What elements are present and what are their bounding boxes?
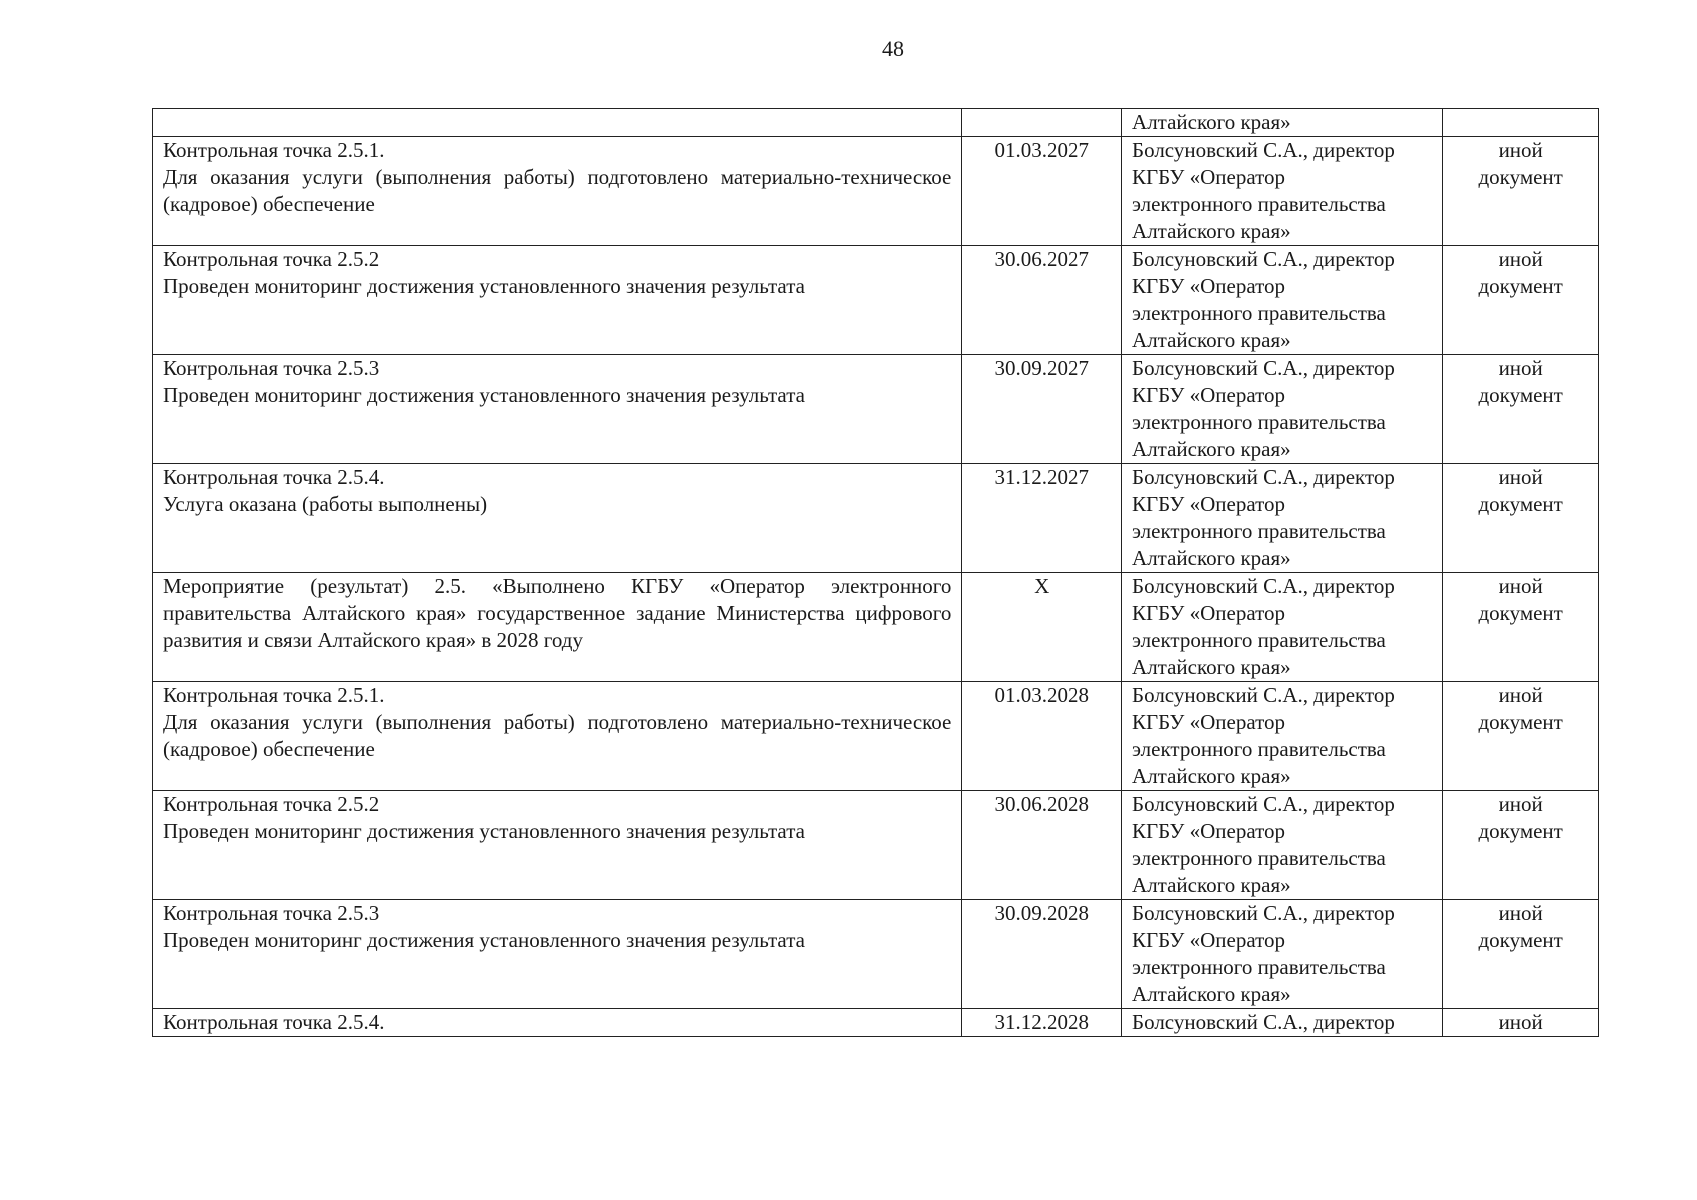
- responsible-line: [1132, 709, 1432, 736]
- date-cell: 30.09.2028: [962, 900, 1122, 1009]
- responsible-line: [1132, 273, 1432, 300]
- table-row: [153, 573, 1599, 682]
- responsible-line: [1132, 164, 1432, 191]
- description-cell: [153, 682, 962, 791]
- document-type: документ: [1478, 928, 1563, 952]
- date-cell: 30.06.2027: [962, 246, 1122, 355]
- responsible-cell: [1122, 682, 1443, 791]
- description-cell: [153, 109, 962, 137]
- row-text: Для оказания услуги (выполнения работы) подготовлено материально-техническое (кадровое) обеспечение: [163, 710, 952, 761]
- row-text: Проведен мониторинг достижения установленного значения результата: [163, 383, 805, 407]
- description-cell: [153, 246, 962, 355]
- responsible-org-name: «Оператор: [1189, 601, 1286, 625]
- table-row: [153, 464, 1599, 573]
- responsible-cell: Алтайского края»: [1122, 109, 1443, 137]
- document-type: иной: [1498, 247, 1543, 271]
- responsible-org: КГБУ: [1132, 710, 1185, 734]
- responsible-org-name: «Оператор: [1189, 165, 1286, 189]
- responsible-cell: [1122, 137, 1443, 246]
- document-type: документ: [1478, 819, 1563, 843]
- responsible-cell: [1122, 355, 1443, 464]
- responsible-line: Алтайского края»: [1132, 437, 1291, 461]
- responsible-line: [1132, 600, 1432, 627]
- document-type: документ: [1478, 492, 1563, 516]
- responsible-line: Алтайского края»: [1132, 982, 1291, 1006]
- responsible-line: Болсуновский С.А., директор: [1132, 574, 1395, 598]
- row-title: Контрольная точка 2.5.1.: [163, 683, 385, 707]
- document-type: иной: [1498, 356, 1543, 380]
- table-row: [153, 355, 1599, 464]
- responsible-org-name: «Оператор: [1189, 928, 1286, 952]
- description-cell: [153, 355, 962, 464]
- table-row: [153, 900, 1599, 1009]
- document-type: иной: [1498, 465, 1543, 489]
- row-title: Контрольная точка 2.5.3: [163, 356, 380, 380]
- description-cell: [153, 137, 962, 246]
- responsible-org: КГБУ: [1132, 165, 1185, 189]
- table-row: [153, 1009, 1599, 1037]
- document-type: иной: [1498, 574, 1543, 598]
- date-cell: 01.03.2028: [962, 682, 1122, 791]
- responsible-cell: [1122, 464, 1443, 573]
- responsible-org: КГБУ: [1132, 383, 1185, 407]
- responsible-line: Алтайского края»: [1132, 873, 1291, 897]
- responsible-line: Болсуновский С.А., директор: [1132, 792, 1395, 816]
- row-text: Проведен мониторинг достижения установленного значения результата: [163, 819, 805, 843]
- responsible-line: Болсуновский С.А., директор: [1132, 683, 1395, 707]
- responsible-line: Болсуновский С.А., директор: [1132, 356, 1395, 380]
- row-text: Мероприятие (результат) 2.5. «Выполнено КГБУ «Оператор электронного правительства Алтайского края» государственное задание Министерства цифрового развития и связи Алтайского края» в 2028 году: [163, 574, 952, 652]
- responsible-line: Алтайского края»: [1132, 328, 1291, 352]
- responsible-org: КГБУ: [1132, 819, 1185, 843]
- responsible-line: Алтайского края»: [1132, 764, 1291, 788]
- description-cell: [153, 900, 962, 1009]
- responsible-line: [1132, 491, 1432, 518]
- responsible-org: КГБУ: [1132, 492, 1185, 516]
- document-cell: [1443, 355, 1599, 464]
- responsible-line: электронного правительства: [1132, 301, 1386, 325]
- document-type: документ: [1478, 274, 1563, 298]
- page-number: 48: [882, 36, 904, 61]
- responsible-org: КГБУ: [1132, 274, 1185, 298]
- document-cell: [1443, 682, 1599, 791]
- date-cell: 01.03.2027: [962, 137, 1122, 246]
- table-row: [153, 246, 1599, 355]
- responsible-line: электронного правительства: [1132, 737, 1386, 761]
- row-text: Для оказания услуги (выполнения работы) подготовлено материально-техническое (кадровое) обеспечение: [163, 165, 952, 216]
- row-text: Услуга оказана (работы выполнены): [163, 492, 488, 516]
- document-type: иной: [1498, 683, 1543, 707]
- responsible-cell: Болсуновский С.А., директор: [1122, 1009, 1443, 1037]
- responsible-cell: [1122, 573, 1443, 682]
- document-type: иной: [1498, 901, 1543, 925]
- responsible-line: Болсуновский С.А., директор: [1132, 247, 1395, 271]
- date-cell: 31.12.2027: [962, 464, 1122, 573]
- description-cell: [153, 573, 962, 682]
- row-text: Проведен мониторинг достижения установленного значения результата: [163, 928, 805, 952]
- responsible-org-name: «Оператор: [1189, 819, 1286, 843]
- responsible-line: электронного правительства: [1132, 410, 1386, 434]
- document-cell: [1443, 791, 1599, 900]
- responsible-line: [1132, 818, 1432, 845]
- responsible-line: Болсуновский С.А., директор: [1132, 901, 1395, 925]
- description-cell: [153, 464, 962, 573]
- table-row: [153, 109, 1599, 137]
- responsible-line: Алтайского края»: [1132, 655, 1291, 679]
- responsible-line: электронного правительства: [1132, 519, 1386, 543]
- responsible-line: Болсуновский С.А., директор: [1132, 138, 1395, 162]
- row-title: Контрольная точка 2.5.3: [163, 901, 380, 925]
- document-cell: [1443, 900, 1599, 1009]
- responsible-org: КГБУ: [1132, 928, 1185, 952]
- responsible-line: [1132, 927, 1432, 954]
- control-points-table: [152, 108, 1599, 1037]
- row-text: Проведен мониторинг достижения установленного значения результата: [163, 274, 805, 298]
- responsible-org-name: «Оператор: [1189, 492, 1286, 516]
- description-cell: Контрольная точка 2.5.4.: [153, 1009, 962, 1037]
- responsible-line: Болсуновский С.А., директор: [1132, 465, 1395, 489]
- document-cell: иной: [1443, 1009, 1599, 1037]
- responsible-line: электронного правительства: [1132, 628, 1386, 652]
- document-type: иной: [1498, 792, 1543, 816]
- date-cell: X: [962, 573, 1122, 682]
- responsible-org-name: «Оператор: [1189, 274, 1286, 298]
- document-cell: [1443, 464, 1599, 573]
- responsible-cell: [1122, 246, 1443, 355]
- responsible-line: электронного правительства: [1132, 846, 1386, 870]
- row-title: Контрольная точка 2.5.1.: [163, 138, 385, 162]
- document-cell: [1443, 246, 1599, 355]
- row-title: Контрольная точка 2.5.4.: [163, 465, 385, 489]
- responsible-line: Алтайского края»: [1132, 546, 1291, 570]
- responsible-org-name: «Оператор: [1189, 710, 1286, 734]
- date-cell: 31.12.2028: [962, 1009, 1122, 1037]
- document-cell: [1443, 573, 1599, 682]
- table-row: [153, 137, 1599, 246]
- responsible-line: электронного правительства: [1132, 955, 1386, 979]
- responsible-cell: [1122, 791, 1443, 900]
- document-cell: [1443, 137, 1599, 246]
- date-cell: 30.09.2027: [962, 355, 1122, 464]
- row-title: Контрольная точка 2.5.2: [163, 792, 380, 816]
- responsible-line: Алтайского края»: [1132, 219, 1291, 243]
- description-cell: [153, 791, 962, 900]
- table-row: [153, 682, 1599, 791]
- responsible-line: [1132, 382, 1432, 409]
- document-type: иной: [1498, 138, 1543, 162]
- table-body: [153, 137, 1599, 1009]
- responsible-cell: [1122, 900, 1443, 1009]
- responsible-org: КГБУ: [1132, 601, 1185, 625]
- date-cell: 30.06.2028: [962, 791, 1122, 900]
- responsible-line: электронного правительства: [1132, 192, 1386, 216]
- row-title: Контрольная точка 2.5.2: [163, 247, 380, 271]
- document-type: документ: [1478, 601, 1563, 625]
- date-cell: [962, 109, 1122, 137]
- document-type: документ: [1478, 165, 1563, 189]
- document-cell: [1443, 109, 1599, 137]
- responsible-org-name: «Оператор: [1189, 383, 1286, 407]
- document-type: документ: [1478, 710, 1563, 734]
- table-row: [153, 791, 1599, 900]
- document-type: документ: [1478, 383, 1563, 407]
